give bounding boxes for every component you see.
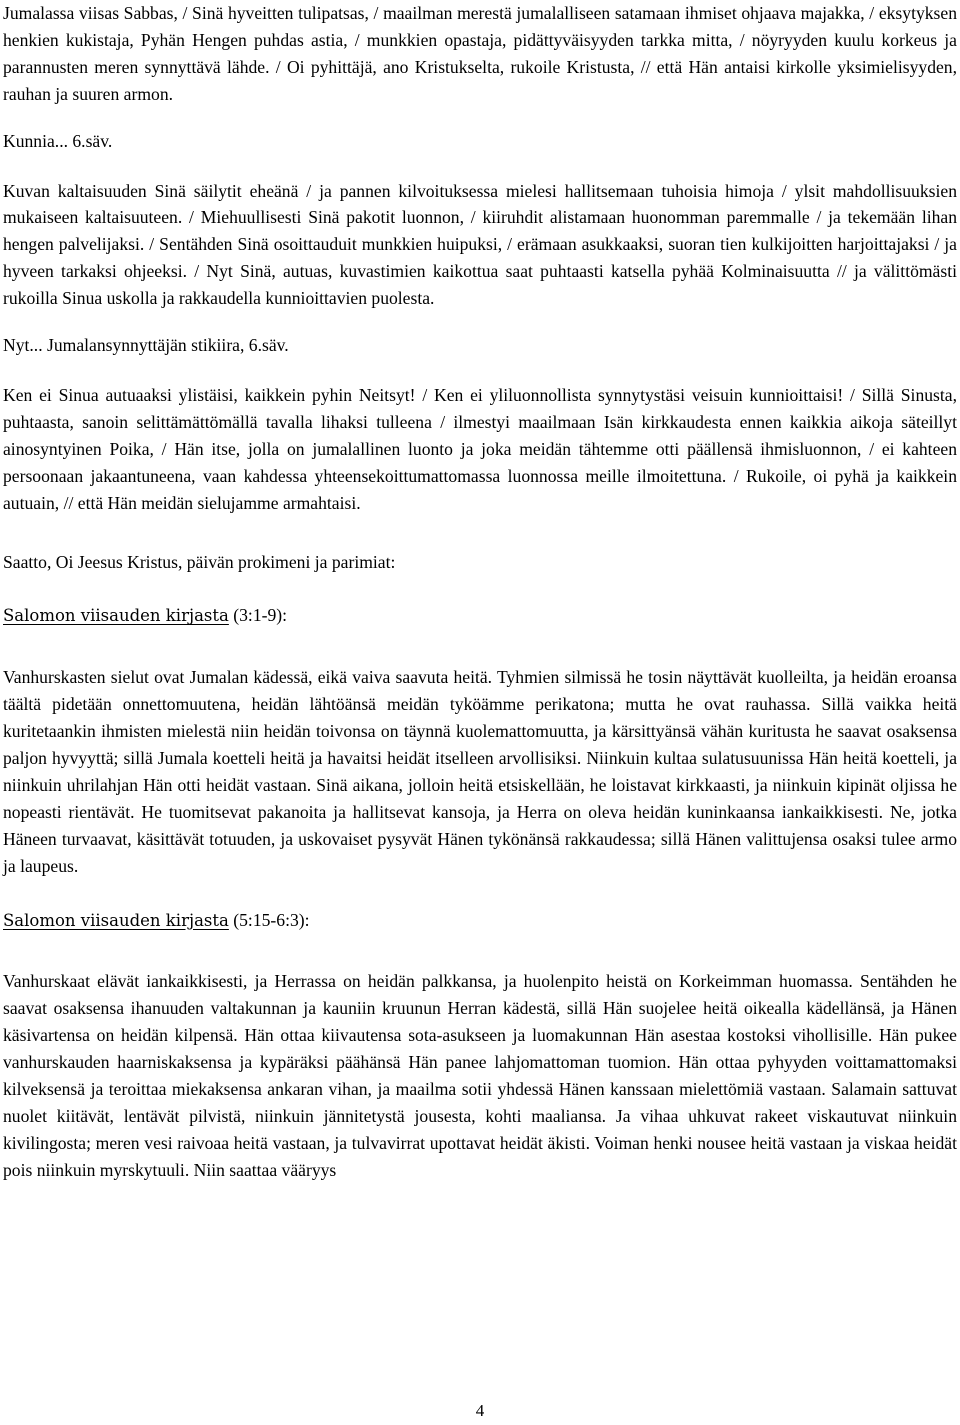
- reading-title-1: Salomon viisauden kirjasta: [3, 606, 229, 626]
- reading-ref-1: (3:1-9):: [233, 605, 288, 626]
- reading-title-2: Salomon viisauden kirjasta: [3, 910, 229, 930]
- entrance-rubric: Saatto, Oi Jeesus Kristus, päivän prokimeni ja parimiat:: [3, 551, 396, 572]
- troparion-sabbas: Jumalassa viisas Sabbas, / Sinä hyveitten tulipatsas, / maailman merestä jumalalliseen satamaan ihmiset ohjaava majakka, / eksytyksen henkien kukistaja, Pyhän Hengen puhdas astia, / munkkien opastaja, pidättyväisyyden tarkka mitta, / nöyryyden kuulu korkeus ja parannusten meren synnyttävä lähde. / Oi pyhittäjä, ano Kristukselta, rukoile Kristusta, // että Hän antaisi kirkolle yksimielisyyden, rauhan ja suuren armon.: [3, 3, 957, 104]
- reading-heading-1: [3, 602, 957, 630]
- reading-text-1: Vanhurskasten sielut ovat Jumalan kädessä, eikä vaiva saavuta heitä. Tyhmien silmissä he tosin näyttävät kuolleilta, ja heidän eroansa täältä pidetään onnettomuutena, heidän lähtöänsä meidän tyköämme perikatona; mutta he ovat rauhassa. Sillä vaikka heitä kuritetaankin ihmisten mielestä niin heidän toivonsa on täynnä kuolemattomuutta, ja kärsittyänsä vähän kuritusta he saavat osaksensa paljon hyvyyttä; sillä Jumala koetteli heitä ja havaitsi heidät itselleen arvollisiksi. Niinkuin kultaa sulatusuunissa Hän heitä koetteli, ja niinkuin uhrilahjan Hän otti heidät vastaan. Sinä aikana, jolloin heitä etsiskellään, he loistavat kirkkaasti, ja niinkuin kipinät oljissa he nopeasti rientävät. He tuomitsevat pakanoita ja hallitsevat kansoja, ja Herra on oleva heidän kuninkaansa iankaikkisesti. Ne, jotka Häneen turvaavat, käsittävät totuuden, ja uskovaiset pysyvät Hänen tykönänsä rakkaudessa; sillä Hänen valittujensa osaksi tulee armo ja laupeus.: [3, 667, 957, 876]
- reading-ref-2: (5:15-6:3):: [233, 909, 310, 930]
- now-rubric: Nyt... Jumalansynnyttäjän stikiira, 6.säv.: [3, 335, 289, 356]
- page-number: 4: [475, 1401, 485, 1420]
- reading-heading-2: [3, 907, 957, 935]
- theotokion: Ken ei Sinua autuaaksi ylistäisi, kaikkein pyhin Neitsyt! / Ken ei yliluonnollista synnytystäsi veisuin kunnioittaisi! / Sillä Sinusta, puhtaasta, sanoin selittämättömällä tavalla lihaksi tulleena / ilmestyi maailmaan Isän kirkkaudesta ennen kaikkia aikoja säteillyt ainosyntyinen Poika, / Hän itse, jolla on jumalallinen luonto ja joka meidän tähtemme otti päällensä ihmisluonnon, / ei kahteen persoonaan jakaantuneena, vaan kahdessa yhteensekoittumattomassa luonnossa meille ilmoitettuna. / Rukoile, oi pyhä ja kaikkein autuain, // että Hän meidän sielujamme armahtaisi.: [3, 384, 957, 513]
- stichera-glory: Kuvan kaltaisuuden Sinä säilytit eheänä / ja pannen kilvoituksessa mielesi hallitsemaan tuhoisia himoja / ylsit mahdollisuuksien mukaiseen kaltaisuuteen. / Miehuullisesti Sinä pakotit luonnon, / kiiruhdit alistamaan huonomman paremmalle / ja tekemään lihan hengen palvelijaksi. / Sentähden Sinä osoittauduit munkkien huipuksi, / erämaan asukkaaksi, suoran tien kulkijoitten harjoittajaksi / ja hyveen tarkaksi ohjeeksi. / Nyt Sinä, autuas, kuvastimien kaikottua saat puhtaasti katsella pyhää Kolminaisuutta // ja välittömästi rukoilla Sinua uskolla ja rakkaudella kunnioittavien puolesta.: [3, 180, 957, 309]
- document-page: [3, 0, 957, 1184]
- reading-text-2: Vanhurskaat elävät iankaikkisesti, ja Herrassa on heidän palkkansa, ja huolenpito heistä on Korkeimman huomassa. Sentähden he saavat osaksensa ihanuuden valtakunnan ja kauniin kruunun Herran kädestä, sillä Hän suojelee heitä oikealla kädellänsä, ja Hänen käsivartensa on heidän kilpensä. Hän ottaa kiivautensa sota-asukseen ja luomakunnan Hän asestaa kostoksi vihollisille. Hän pukee vanhurskauden haarniskaksensa ja kypäräksi päähänsä Hän panee lahjomattoman tuomion. Hän ottaa pyhyyden voittamattomaksi kilveksensä ja teroittaa miekaksensa ankaran vihan, ja maailma sotii yhdessä Hänen kanssaan mielettömiä vastaan. Salamain sattuvat nuolet kiitävät, lentävät pilvistä, niinkuin jännitetystä jousesta, kohti maaliansa. Ja vihaa uhkuvat rakeet viskautuvat niinkuin kivilingosta; meren vesi raivoaa heitä vastaan, ja tulvavirrat upottavat heidät äkisti. Voiman henki nousee heitä vastaan ja viskaa heidät pois niinkuin myrskytuuli. Niin saattaa vääryys: [3, 971, 957, 1180]
- glory-rubric: Kunnia... 6.säv.: [3, 130, 113, 151]
